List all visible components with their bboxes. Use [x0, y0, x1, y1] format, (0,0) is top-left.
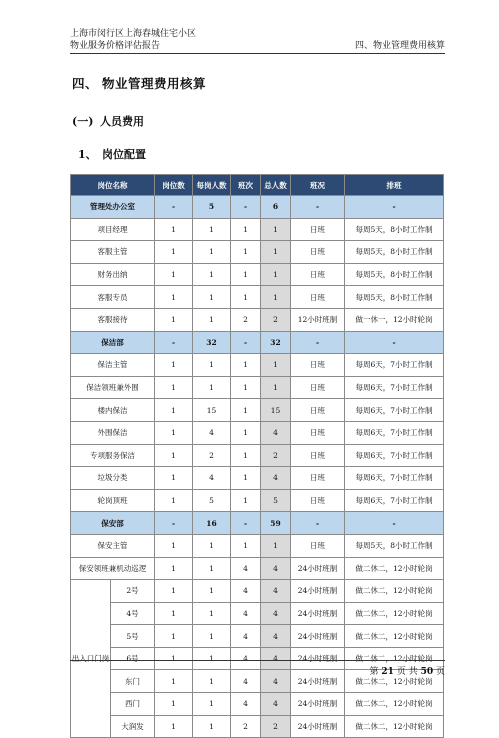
table-cell: 1	[231, 218, 261, 241]
table-cell: -	[155, 196, 193, 219]
table-cell: 保安主管	[71, 534, 155, 557]
table-cell: 1	[261, 263, 291, 286]
header-section: 四、物业管理费用核算	[354, 41, 445, 51]
table-cell: 2	[261, 308, 291, 331]
table-cell: -	[231, 512, 261, 535]
table-cell: 1	[155, 308, 193, 331]
table-row	[71, 286, 444, 309]
table-cell: 4号	[111, 602, 155, 625]
table-cell: 1	[261, 218, 291, 241]
table-cell: 2号	[111, 580, 155, 603]
table-cell: 1	[261, 286, 291, 309]
table-cell: 1	[155, 444, 193, 467]
table-row	[71, 399, 444, 422]
table-cell: 垃圾分类	[71, 467, 155, 490]
table-cell: 每周5天，8小时工作制	[345, 286, 444, 309]
table-cell: 4	[193, 467, 231, 490]
table-cell: 4	[231, 625, 261, 648]
table-cell: 15	[193, 399, 231, 422]
table-cell: 日班	[291, 286, 345, 309]
table-cell: 西门	[111, 693, 155, 716]
table-cell: 24小时班制	[291, 580, 345, 603]
table-cell: 1	[193, 625, 231, 648]
table-cell: 2	[261, 715, 291, 738]
table-cell: 每周6天，7小时工作制	[345, 421, 444, 444]
subsection-number: (一)	[72, 115, 94, 128]
table-cell: 日班	[291, 376, 345, 399]
table-cell: 4	[261, 625, 291, 648]
table-row	[71, 376, 444, 399]
table-cell: 1	[193, 308, 231, 331]
table-cell: 15	[261, 399, 291, 422]
table-header-cell: 每岗人数	[193, 175, 231, 196]
table-cell: -	[231, 196, 261, 219]
table-header-cell: 排班	[345, 175, 444, 196]
table-cell: 1	[261, 241, 291, 264]
table-cell: 1	[193, 580, 231, 603]
table-cell: 1	[155, 580, 193, 603]
table-cell: 1	[231, 534, 261, 557]
table-cell: -	[345, 331, 444, 354]
table-cell: -	[291, 331, 345, 354]
table-cell: 管理处办公室	[71, 196, 155, 219]
table-cell: 1	[155, 354, 193, 377]
table-cell: 1	[155, 602, 193, 625]
table-cell: 客服主管	[71, 241, 155, 264]
table-cell: 轮岗顶班	[71, 489, 155, 512]
table-cell: 每周5天，8小时工作制	[345, 241, 444, 264]
table-cell: 做二休二，12小时轮岗	[345, 580, 444, 603]
table-cell: 1	[155, 421, 193, 444]
table-row	[71, 489, 444, 512]
table-cell: 日班	[291, 421, 345, 444]
table-row	[71, 241, 444, 264]
gate-group-cell: 出入口门岗	[71, 580, 111, 738]
table-row	[71, 557, 444, 580]
section-heading	[72, 74, 206, 92]
table-cell: 4	[261, 693, 291, 716]
table-row	[71, 580, 444, 603]
table-cell: 6	[261, 196, 291, 219]
table-row	[71, 218, 444, 241]
page-total: 50	[420, 667, 434, 677]
table-cell: 1	[193, 241, 231, 264]
table-cell: 1	[193, 602, 231, 625]
table-cell: 1	[155, 534, 193, 557]
table-cell: 每周6天，7小时工作制	[345, 399, 444, 422]
table-cell: -	[231, 331, 261, 354]
table-cell: 5	[261, 489, 291, 512]
table-cell: 1	[193, 218, 231, 241]
table-cell: 做二休二，12小时轮岗	[345, 625, 444, 648]
table-row	[71, 602, 444, 625]
table-cell: 1	[155, 647, 193, 670]
table-row	[71, 354, 444, 377]
table-cell: 做二休二，12小时轮岗	[345, 693, 444, 716]
table-cell: 1	[231, 241, 261, 264]
group-row	[71, 196, 444, 219]
table-cell: 4	[231, 602, 261, 625]
section-number: 四、	[72, 76, 99, 91]
table-cell: 1	[155, 467, 193, 490]
table-header-cell: 班况	[291, 175, 345, 196]
table-header-row	[71, 175, 444, 196]
table-cell: 24小时班制	[291, 647, 345, 670]
table-row	[71, 421, 444, 444]
table-cell: 1	[231, 376, 261, 399]
table-cell: 做二休二，12小时轮岗	[345, 602, 444, 625]
table-cell: 4	[261, 421, 291, 444]
item-number: 1、	[78, 148, 97, 161]
table-cell: 4	[231, 580, 261, 603]
table-cell: 每周6天，7小时工作制	[345, 376, 444, 399]
table-header-cell: 岗位数	[155, 175, 193, 196]
table-cell: 做二休二，12小时轮岗	[345, 557, 444, 580]
table-row	[71, 693, 444, 716]
table-cell: 1	[155, 625, 193, 648]
table-cell: 每周6天，7小时工作制	[345, 354, 444, 377]
table-cell: 16	[193, 512, 231, 535]
footer-post: 页	[435, 667, 445, 677]
table-cell: 24小时班制	[291, 557, 345, 580]
table-cell: 1	[231, 489, 261, 512]
table-cell: 1	[193, 263, 231, 286]
table-cell: 日班	[291, 534, 345, 557]
header-line2: 物业服务价格评估报告	[70, 41, 161, 51]
table-cell: 1	[155, 218, 193, 241]
table-cell: 32	[261, 331, 291, 354]
page-footer	[370, 664, 445, 677]
table-cell: 59	[261, 512, 291, 535]
table-row	[71, 444, 444, 467]
table-cell: 日班	[291, 241, 345, 264]
table-cell: 1	[231, 444, 261, 467]
footer-rule	[70, 660, 445, 661]
table-cell: 4	[231, 647, 261, 670]
table-cell: 1	[155, 399, 193, 422]
table-cell: 保洁主管	[71, 354, 155, 377]
table-cell: 4	[231, 670, 261, 693]
table-cell: 6号	[111, 647, 155, 670]
table-cell: 4	[261, 580, 291, 603]
table-cell: 每周6天，7小时工作制	[345, 489, 444, 512]
item-title: 岗位配置	[102, 148, 146, 161]
table-cell: 4	[261, 602, 291, 625]
table-cell: 1	[261, 534, 291, 557]
footer-mid: 页 共	[396, 667, 418, 677]
table-cell: 4	[193, 421, 231, 444]
table-cell: 24小时班制	[291, 625, 345, 648]
table-cell: 32	[193, 331, 231, 354]
table-cell: 保安领班兼机动巡逻	[71, 557, 155, 580]
table-cell: 1	[155, 241, 193, 264]
table-cell: 1	[155, 715, 193, 738]
table-cell: 日班	[291, 354, 345, 377]
table-cell: 1	[193, 286, 231, 309]
table-cell: -	[155, 512, 193, 535]
table-cell: 5号	[111, 625, 155, 648]
table-cell: 4	[261, 467, 291, 490]
table-cell: 1	[231, 467, 261, 490]
table-cell: 4	[261, 670, 291, 693]
table-cell: 项目经理	[71, 218, 155, 241]
table-cell: -	[291, 512, 345, 535]
table-cell: 1	[231, 263, 261, 286]
table-cell: 1	[155, 557, 193, 580]
table-cell: 5	[193, 489, 231, 512]
table-cell: 24小时班制	[291, 693, 345, 716]
table-cell: 日班	[291, 263, 345, 286]
table-cell: -	[345, 196, 444, 219]
table-cell: 做二休二，12小时轮岗	[345, 647, 444, 670]
table-row	[71, 715, 444, 738]
table-cell: 24小时班制	[291, 715, 345, 738]
table-cell: 每周5天，8小时工作制	[345, 218, 444, 241]
subsection-title: 人员费用	[100, 115, 144, 128]
table-cell: 日班	[291, 467, 345, 490]
table-cell: 1	[231, 286, 261, 309]
table-cell: 1	[193, 670, 231, 693]
table-cell: 24小时班制	[291, 670, 345, 693]
table-cell: 1	[155, 286, 193, 309]
table-cell: 1	[193, 557, 231, 580]
table-header-cell: 总人数	[261, 175, 291, 196]
table-cell: -	[291, 196, 345, 219]
table-cell: 保洁部	[71, 331, 155, 354]
footer-pre: 第	[369, 667, 379, 677]
table-cell: 2	[193, 444, 231, 467]
table-cell: 2	[231, 308, 261, 331]
table-cell: 客服接待	[71, 308, 155, 331]
table-cell: -	[155, 331, 193, 354]
header-rule	[70, 53, 445, 54]
table-row	[71, 308, 444, 331]
table-cell: 保洁领班兼外围	[71, 376, 155, 399]
table-cell: 4	[261, 647, 291, 670]
table-cell: 日班	[291, 218, 345, 241]
page-number: 21	[381, 667, 394, 677]
table-cell: 专项服务保洁	[71, 444, 155, 467]
table-cell: 4	[261, 557, 291, 580]
table-row	[71, 263, 444, 286]
table-cell: 2	[231, 715, 261, 738]
table-cell: 1	[231, 354, 261, 377]
group-row	[71, 331, 444, 354]
table-cell: 做二休二，12小时轮岗	[345, 670, 444, 693]
table-cell: 日班	[291, 444, 345, 467]
table-cell: 客服专员	[71, 286, 155, 309]
table-header-cell: 班次	[231, 175, 261, 196]
table-cell: 24小时班制	[291, 602, 345, 625]
item-heading	[78, 146, 146, 162]
table-cell: 大润发	[111, 715, 155, 738]
table-cell: -	[345, 512, 444, 535]
table-cell: 1	[231, 421, 261, 444]
table-header-cell: 岗位名称	[71, 175, 155, 196]
table-cell: 东门	[111, 670, 155, 693]
table-cell: 1	[193, 693, 231, 716]
table-cell: 外围保洁	[71, 421, 155, 444]
table-cell: 楼内保洁	[71, 399, 155, 422]
section-title: 物业管理费用核算	[102, 76, 207, 91]
group-row	[71, 512, 444, 535]
table-cell: 1	[155, 489, 193, 512]
table-cell: 每周5天，8小时工作制	[345, 534, 444, 557]
table-cell: 做一休一，12小时轮岗	[345, 308, 444, 331]
header-line1: 上海市闵行区上海春城住宅小区	[70, 29, 197, 39]
table-cell: 每周6天，7小时工作制	[345, 467, 444, 490]
table-cell: 1	[155, 693, 193, 716]
table-cell: 1	[193, 354, 231, 377]
table-cell: 1	[155, 263, 193, 286]
table-cell: 做二休二，12小时轮岗	[345, 715, 444, 738]
table-row	[71, 467, 444, 490]
table-cell: 1	[261, 376, 291, 399]
table-cell: 5	[193, 196, 231, 219]
table-cell: 日班	[291, 399, 345, 422]
table-cell: 2	[261, 444, 291, 467]
staffing-table	[70, 174, 444, 738]
table-cell: 每周5天，8小时工作制	[345, 263, 444, 286]
table-cell: 财务出纳	[71, 263, 155, 286]
table-cell: 1	[231, 399, 261, 422]
table-cell: 1	[155, 376, 193, 399]
table-cell: 12小时班制	[291, 308, 345, 331]
table-cell: 4	[231, 557, 261, 580]
table-cell: 1	[193, 534, 231, 557]
table-cell: 1	[193, 647, 231, 670]
table-cell: 1	[193, 376, 231, 399]
table-cell: 1	[261, 354, 291, 377]
table-cell: 每周6天，7小时工作制	[345, 444, 444, 467]
table-cell: 1	[155, 670, 193, 693]
table-row	[71, 625, 444, 648]
subsection-heading	[72, 113, 144, 129]
table-cell: 1	[193, 715, 231, 738]
table-cell: 保安部	[71, 512, 155, 535]
table-row	[71, 534, 444, 557]
table-cell: 4	[231, 693, 261, 716]
table-cell: 日班	[291, 489, 345, 512]
